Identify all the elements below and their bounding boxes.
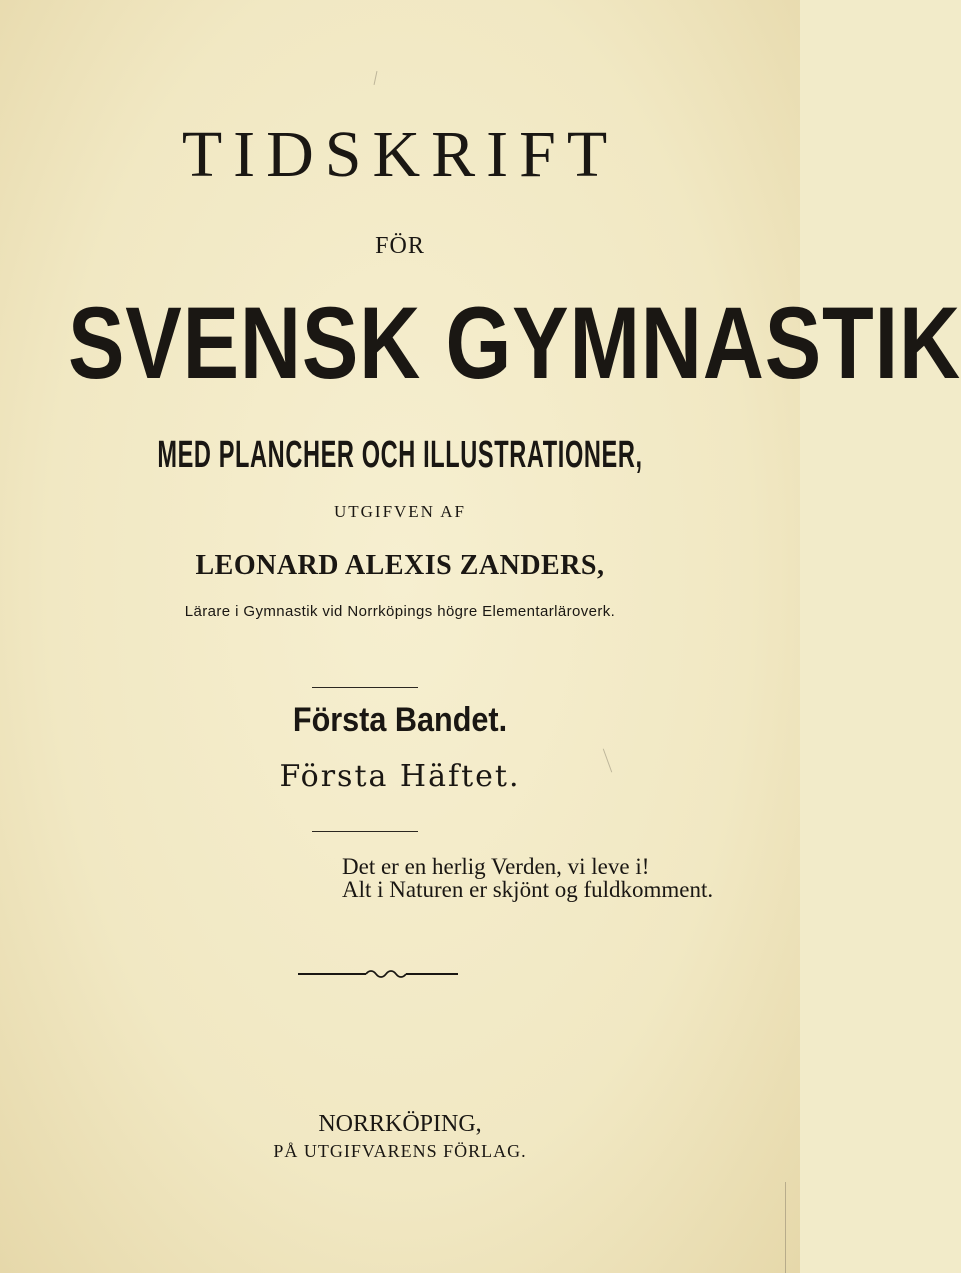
publisher-label: UTGIFVEN AF [333,502,467,521]
volume-title: Första Bandet. [292,701,508,739]
paper-scratch [374,71,378,85]
issue-title: Första Häftet. [279,759,521,794]
publication-place: NORRKÖPING, [318,1111,482,1137]
for-word: FÖR [375,233,425,259]
author-name: LEONARD ALEXIS ZANDERS, [195,550,605,581]
subtitle: MED PLANCHER OCH ILLUSTRATIONER, [157,434,643,476]
journal-title: TIDSKRIFT [181,118,619,191]
page-edge-mark [785,1182,786,1273]
quote-line-2: Alt i Naturen er skjönt og fuldkomment. [342,877,714,902]
quote-line-1: Det er en herlig Verden, vi leve i! [342,854,650,879]
publisher-imprint: PÅ UTGIFVARENS FÖRLAG. [273,1141,527,1161]
author-title: Lärare i Gymnastik vid Norrköpings högre Elementarläroverk. [184,603,616,620]
wavy-rule-icon [298,967,458,981]
section-rule-bottom [312,831,418,832]
main-title: SVENSK GYMNASTIK [68,286,961,400]
section-rule-top [312,687,418,688]
